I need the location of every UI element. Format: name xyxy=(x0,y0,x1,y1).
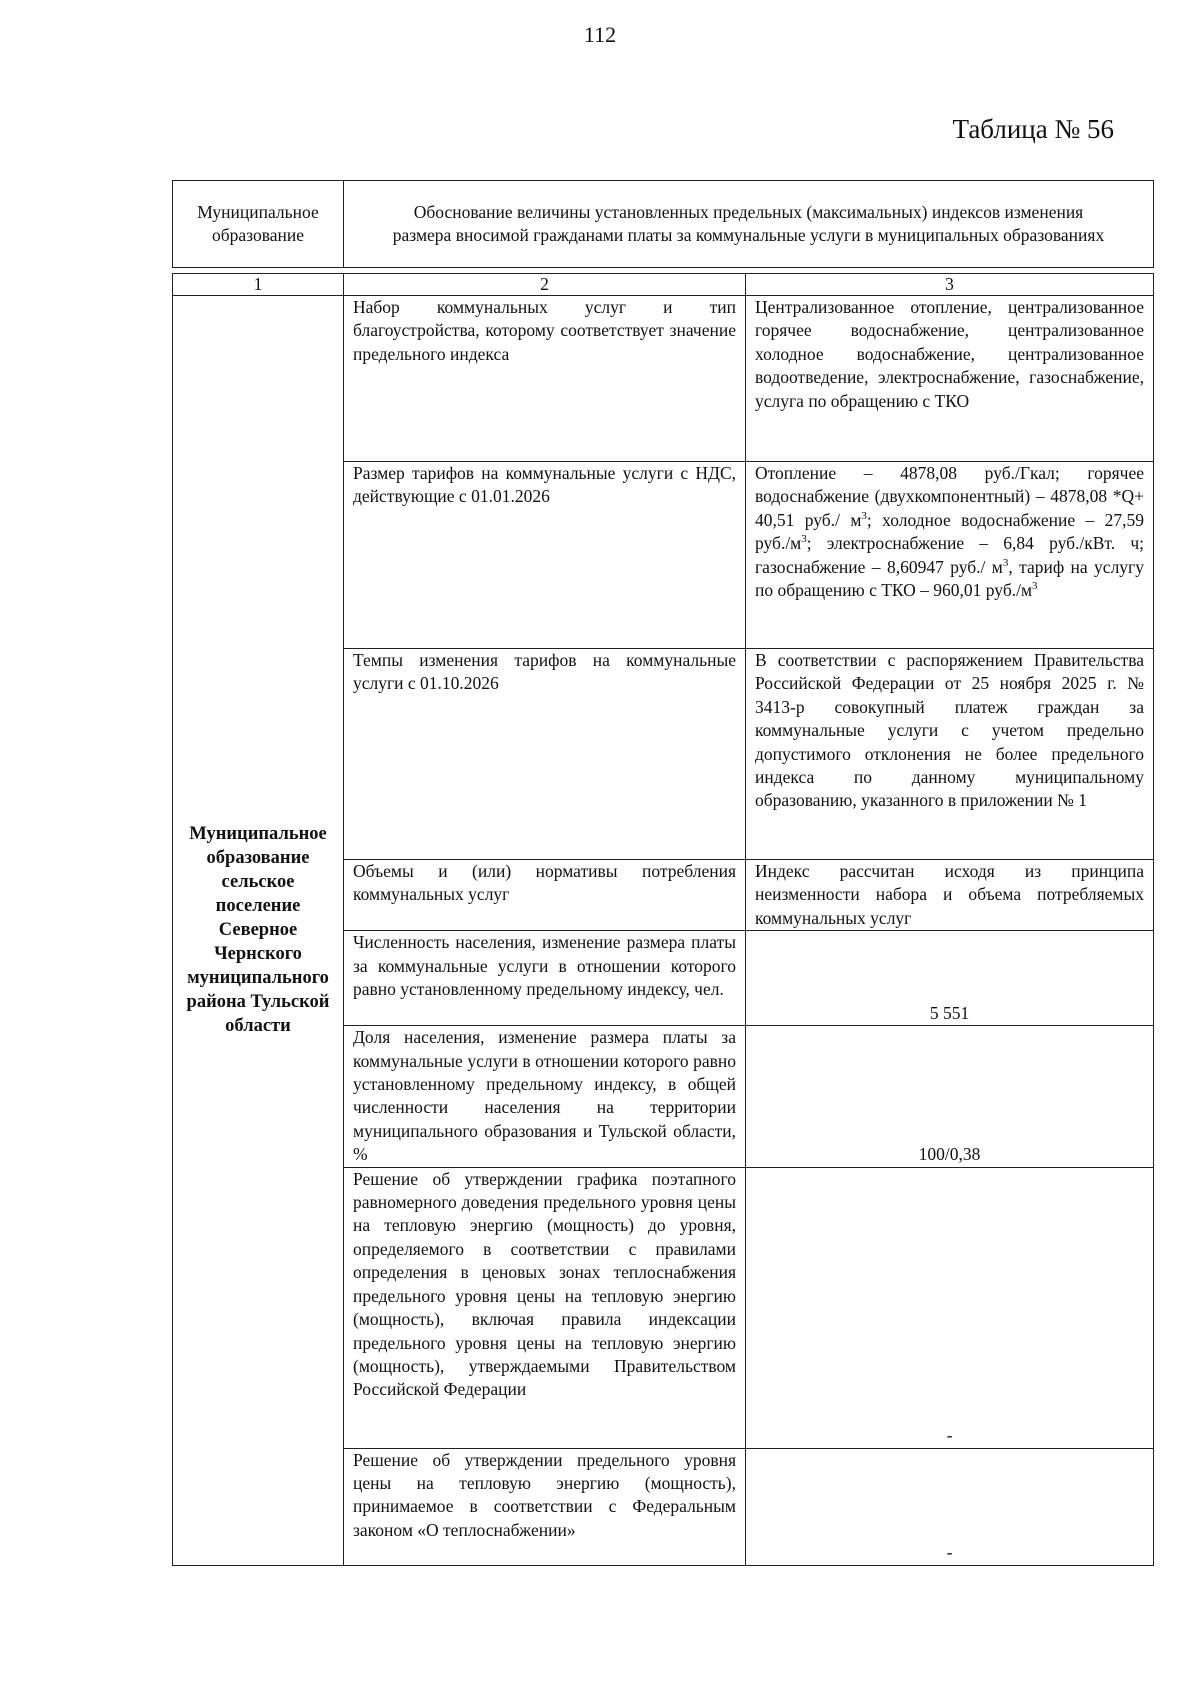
column-number-row xyxy=(173,274,1154,296)
tariff-text: ; холодное водоснабжение – 27,59 руб./м xyxy=(755,509,1144,554)
row-value: 5 551 xyxy=(746,931,1154,1026)
row-label: Решение об утверждении предельного уровня цены на тепловую энергию (мощность), принимаемое в соответствии с Федеральным законом «О теплоснабжении» xyxy=(344,1448,746,1565)
header-justification: Обоснование величины установленных предельных (максимальных) индексов изменения размера вносимой гражданами платы за коммунальные услуги в муниципальных образованиях xyxy=(344,181,1154,268)
row-value: Централизованное отопление, централизованное горячее водоснабжение, централизованное холодное водоснабжение, централизованное водоотведение, электроснабжение, газоснабжение, услуга по обращению с ТКО xyxy=(746,296,1154,462)
row-label: Объемы и (или) нормативы потребления коммунальных услуг xyxy=(344,860,746,931)
row-value: Индекс рассчитан исходя из принципа неизменности набора и объема потребляемых коммунальных услуг xyxy=(746,860,1154,931)
page-number: 112 xyxy=(583,22,617,47)
row-value xyxy=(746,462,1154,649)
column-number: 1 xyxy=(173,274,344,296)
superscript: 3 xyxy=(1032,580,1038,593)
row-label: Темпы изменения тарифов на коммунальные услуги с 01.10.2026 xyxy=(344,649,746,860)
row-label: Решение об утверждении графика поэтапного равномерного доведения предельного уровня цены на тепловую энергию (мощность) до уровня, определяемого в соответствии с правилами определения в ценовых зонах теплоснабжения предельного уровня цены на тепловую энергию (мощность), включая правила индексации предельного уровня цены на тепловую энергию (мощность), утверждаемыми Правительством Российской Федерации xyxy=(344,1167,746,1448)
tariff-text: ; электроснабжение – 6,84 руб./кВт. ч; газоснабжение – 8,60947 руб./ м xyxy=(755,533,1144,577)
column-number: 3 xyxy=(746,274,1154,296)
table-caption: Таблица № 56 xyxy=(952,114,1114,144)
row-value: В соответствии с распоряжением Правительства Российской Федерации от 25 ноября 2025 г. № 3413-р совокупный платеж граждан за коммунальные услуги с учетом предельно допустимого отклонения не более предельного индекса по данному муниципальному образованию, указанного в приложении № 1 xyxy=(746,649,1154,860)
row-label: Численность населения, изменение размера платы за коммунальные услуги в отношении которого равно установленному предельному индексу, чел. xyxy=(344,931,746,1026)
row-value: - xyxy=(746,1448,1154,1565)
row-label: Доля населения, изменение размера платы за коммунальные услуги в отношении которого равно установленному предельному индексу, в общей численности населения на территории муниципального образования и Тульской области, % xyxy=(344,1026,746,1167)
row-label: Набор коммунальных услуг и тип благоустройства, которому соответствует значение предельного индекса xyxy=(344,296,746,462)
row-value: 100/0,38 xyxy=(746,1026,1154,1167)
tariff-text: Отопление – 4878,08 руб./Гкал; горячее водоснабжение (двухкомпонентный) – 4878,08 *Q+ 40,51 руб./ м xyxy=(755,463,1144,530)
main-table xyxy=(172,273,1154,1566)
column-number: 2 xyxy=(344,274,746,296)
row-label: Размер тарифов на коммунальные услуги с НДС, действующие с 01.01.2026 xyxy=(344,462,746,649)
tariff-text: , тариф на услугу по обращению с ТКО – 960,01 руб./м xyxy=(755,556,1144,601)
header-municipality: Муниципальное образование xyxy=(173,181,344,268)
superscript: 3 xyxy=(1002,556,1009,569)
table-row xyxy=(173,296,1154,462)
superscript: 3 xyxy=(861,509,867,522)
superscript: 3 xyxy=(801,533,807,546)
municipality-name: Муниципальное образование сельское поселение Северное Чернского муниципального района Тульской области xyxy=(173,296,344,1566)
table-header xyxy=(172,180,1154,268)
row-value: - xyxy=(746,1167,1154,1448)
